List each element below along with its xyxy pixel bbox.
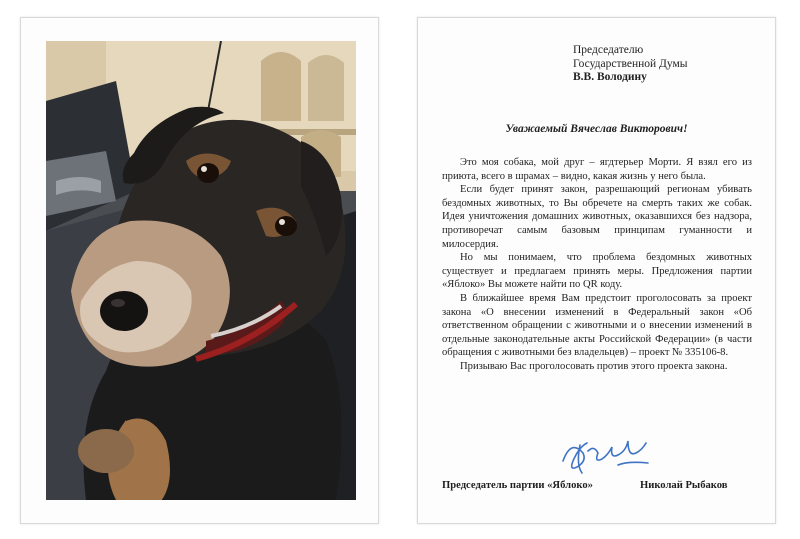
salutation: Уважаемый Вячеслав Викторович! — [505, 123, 688, 135]
paragraph-5: Призываю Вас проголосовать против этого проекта закона. — [460, 360, 728, 372]
addressee-line2: Государственной Думы — [573, 57, 688, 70]
paragraph-1: Это моя собака, мой друг – ягдтерьер Морти. Я взял его из приюта, всего в шрамах – видно, какая жизнь у него была. — [442, 157, 752, 182]
addressee-name: В.В. Володину — [573, 71, 647, 83]
paragraph-3: Но мы понимаем, что проблема бездомных животных существует и предлагаем принять меры. Предложения партии «Яблоко» Вы можете найти по QR коду. — [442, 252, 752, 291]
paragraph-2: Если будет принят закон, разрешающий регионам убивать бездомных животных, то Вы обречете на смерть таких же собак. Идея уничтожения домашних животных, оказавшихся без надзора, противоречат самым базовым принципам гуманности и милосердия. — [442, 184, 752, 250]
paragraph-4: В ближайшее время Вам предстоит проголосовать за проект закона «О внесении изменений в Федеральный закон «Об ответственном обращении с животными и о внесении изменений в отдельные законодательные акты Российской Федерации» (в части обращения с животными без владельцев) – проект № 335106-8. — [442, 292, 752, 359]
signatory-title: Председатель партии «Яблоко» — [442, 480, 593, 491]
dog-photo — [46, 41, 356, 500]
letter-body — [442, 156, 752, 374]
handwritten-signature — [558, 431, 658, 479]
letter-card — [417, 17, 776, 524]
addressee-line1: Председателю — [573, 44, 644, 56]
addressee-block — [573, 44, 688, 85]
photo-card — [20, 17, 379, 524]
signatory-name: Николай Рыбаков — [640, 480, 728, 491]
